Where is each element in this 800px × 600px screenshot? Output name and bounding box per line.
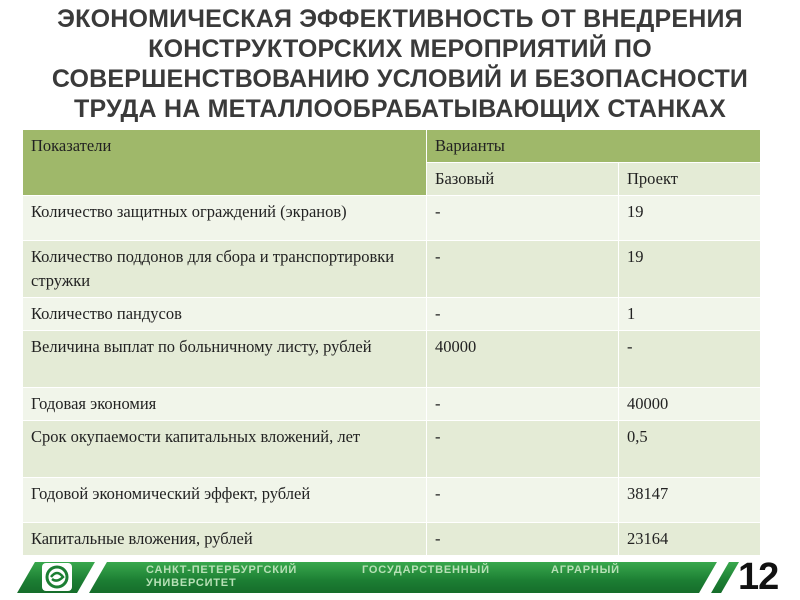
university-logo-icon	[42, 563, 72, 591]
table-row	[23, 523, 761, 556]
footer-word: АГРАРНЫЙ	[551, 564, 620, 576]
table-header-row	[23, 130, 761, 163]
title-line: КОНСТРУКТОРСКИХ МЕРОПРИЯТИЙ ПО	[148, 35, 652, 63]
row-project: 1	[619, 298, 761, 331]
row-project: 38147	[619, 478, 761, 523]
footer-word: ГОСУДАРСТВЕННЫЙ	[362, 564, 490, 576]
footer-word: УНИВЕРСИТЕТ	[146, 577, 237, 589]
row-project: 19	[619, 241, 761, 298]
title-line: ТРУДА НА МЕТАЛЛООБРАБАТЫВАЮЩИХ СТАНКАХ	[74, 95, 726, 123]
footer-bar	[0, 556, 800, 600]
table-row	[23, 298, 761, 331]
title-line: ЭКОНОМИЧЕСКАЯ ЭФФЕКТИВНОСТЬ ОТ ВНЕДРЕНИЯ	[57, 5, 743, 33]
footer-word: САНКТ-ПЕТЕРБУРГСКИЙ	[146, 564, 298, 576]
row-base: -	[427, 298, 619, 331]
row-indicator: Капитальные вложения, рублей	[23, 523, 427, 556]
efficiency-table	[22, 129, 761, 556]
header-indicator: Показатели	[23, 130, 427, 196]
row-project: 19	[619, 196, 761, 241]
page-number: 12	[738, 556, 779, 598]
row-indicator: Срок окупаемости капитальных вложений, лет	[23, 421, 427, 478]
footer-university-name	[146, 564, 297, 590]
row-base: -	[427, 478, 619, 523]
row-indicator: Годовой экономический эффект, рублей	[23, 478, 427, 523]
table-row	[23, 478, 761, 523]
header-base: Базовый	[427, 163, 619, 196]
header-project: Проект	[619, 163, 761, 196]
row-base: 40000	[427, 331, 619, 388]
row-project: -	[619, 331, 761, 388]
title-line: СОВЕРШЕНСТВОВАНИЮ УСЛОВИЙ И БЕЗОПАСНОСТИ	[51, 65, 749, 93]
table-row	[23, 421, 761, 478]
table-row	[23, 331, 761, 388]
row-base: -	[427, 241, 619, 298]
row-indicator: Количество пандусов	[23, 298, 427, 331]
slide-title	[0, 4, 800, 124]
row-indicator: Величина выплат по больничному листу, рублей	[23, 331, 427, 388]
row-base: -	[427, 196, 619, 241]
row-project: 23164	[619, 523, 761, 556]
row-project: 40000	[619, 388, 761, 421]
row-base: -	[427, 388, 619, 421]
table-row	[23, 196, 761, 241]
row-indicator: Количество защитных ограждений (экранов)	[23, 196, 427, 241]
row-project: 0,5	[619, 421, 761, 478]
row-base: -	[427, 421, 619, 478]
row-indicator: Количество поддонов для сбора и транспортировки стружки	[23, 241, 427, 298]
row-indicator: Годовая экономия	[23, 388, 427, 421]
table-row	[23, 241, 761, 298]
header-variants: Варианты	[427, 130, 761, 163]
row-base: -	[427, 523, 619, 556]
table-row	[23, 388, 761, 421]
